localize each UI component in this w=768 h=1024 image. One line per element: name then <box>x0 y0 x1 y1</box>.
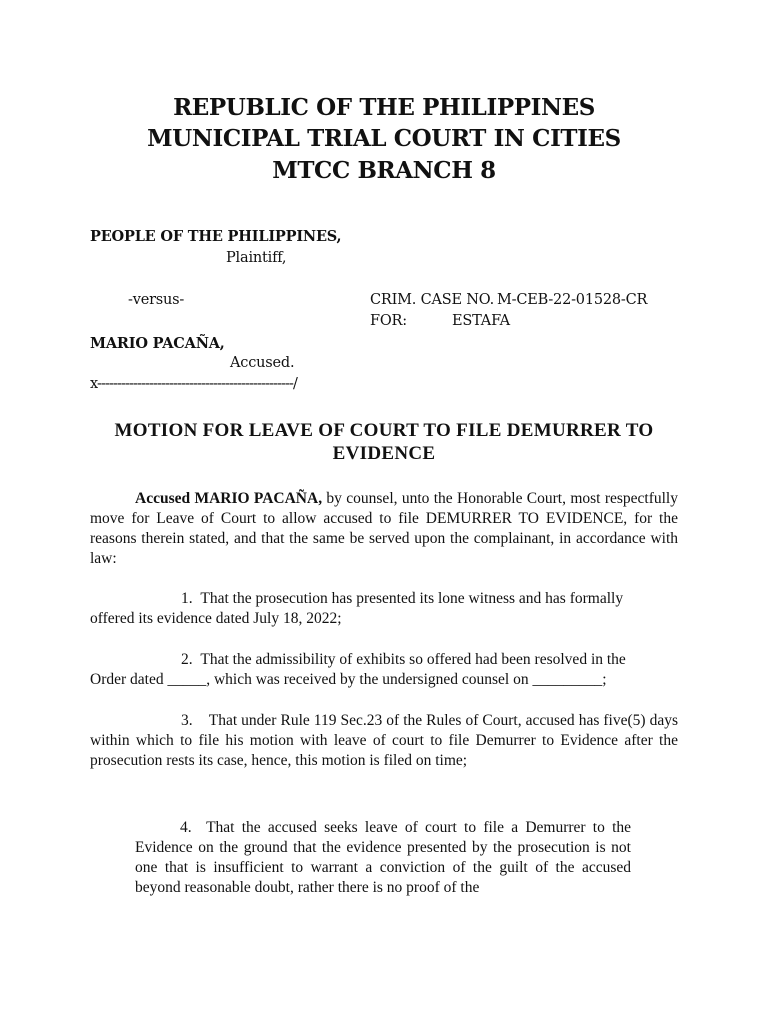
versus-label: -versus- <box>128 292 185 308</box>
court-header-court: MUNICIPAL TRIAL COURT IN CITIES <box>147 125 621 152</box>
item-2-first-line <box>181 651 626 669</box>
motion-title-line1: MOTION FOR LEAVE OF COURT TO FILE DEMURRER TO <box>114 420 654 441</box>
item-1-continuation: offered its evidence dated July 18, 2022; <box>90 610 342 627</box>
accused-name: MARIO PACAÑA, <box>90 335 225 352</box>
item-2-number: 2. <box>181 651 193 668</box>
caption-separator: x-------------------------------------------------/ <box>90 376 297 392</box>
offense-label: FOR: <box>370 313 407 329</box>
plaintiff-role: Plaintiff, <box>226 250 287 266</box>
item-4-text: That the accused seeks leave of court to file a Demurrer to the Evidence on the ground that the evidence presented by the prosecution is not one that is insufficient to warrant a conviction of the guilt of the accused beyond reasonable doubt, rather there is no proof of the <box>135 819 632 896</box>
accused-role: Accused. <box>230 355 295 371</box>
intro-accused-name: Accused MARIO PACAÑA, <box>135 490 323 507</box>
plaintiff-name: PEOPLE OF THE PHILIPPINES, <box>90 228 342 245</box>
item-4-number: 4. <box>180 819 192 836</box>
item-1-number: 1. <box>181 590 193 607</box>
item-3-paragraph <box>90 711 678 771</box>
item-2-text: That the admissibility of exhibits so offered had been resolved in the <box>200 651 626 668</box>
intro-paragraph <box>90 489 678 569</box>
case-number-label: CRIM. CASE NO. <box>370 292 495 308</box>
motion-title-line2: EVIDENCE <box>332 443 436 464</box>
intro-text: by counsel, unto the Honorable Court, most respectfully move for Leave of Court to allow accused to file DEMURRER TO EVIDENCE, for the reasons therein stated, and that the same be served upon the complainant, in accordance with law: <box>90 490 678 567</box>
item-3-text: That under Rule 119 Sec.23 of the Rules of Court, accused has five(5) days within which to file his motion with leave of court to file Demurrer to Evidence after the prosecution rests its case, hence, this motion is filed on time; <box>90 712 678 769</box>
item-1-text: That the prosecution has presented its lone witness and has formally <box>200 590 624 607</box>
item-2-continuation: Order dated _____, which was received by the undersigned counsel on _________; <box>90 671 607 688</box>
offense: ESTAFA <box>452 313 510 329</box>
court-header-republic: REPUBLIC OF THE PHILIPPINES <box>173 94 595 121</box>
item-4-paragraph <box>135 818 631 898</box>
item-1-first-line <box>181 590 623 608</box>
item-3-number: 3. <box>181 712 193 729</box>
court-header-branch: MTCC BRANCH 8 <box>272 157 496 184</box>
case-number: M-CEB-22-01528-CR <box>497 292 648 308</box>
